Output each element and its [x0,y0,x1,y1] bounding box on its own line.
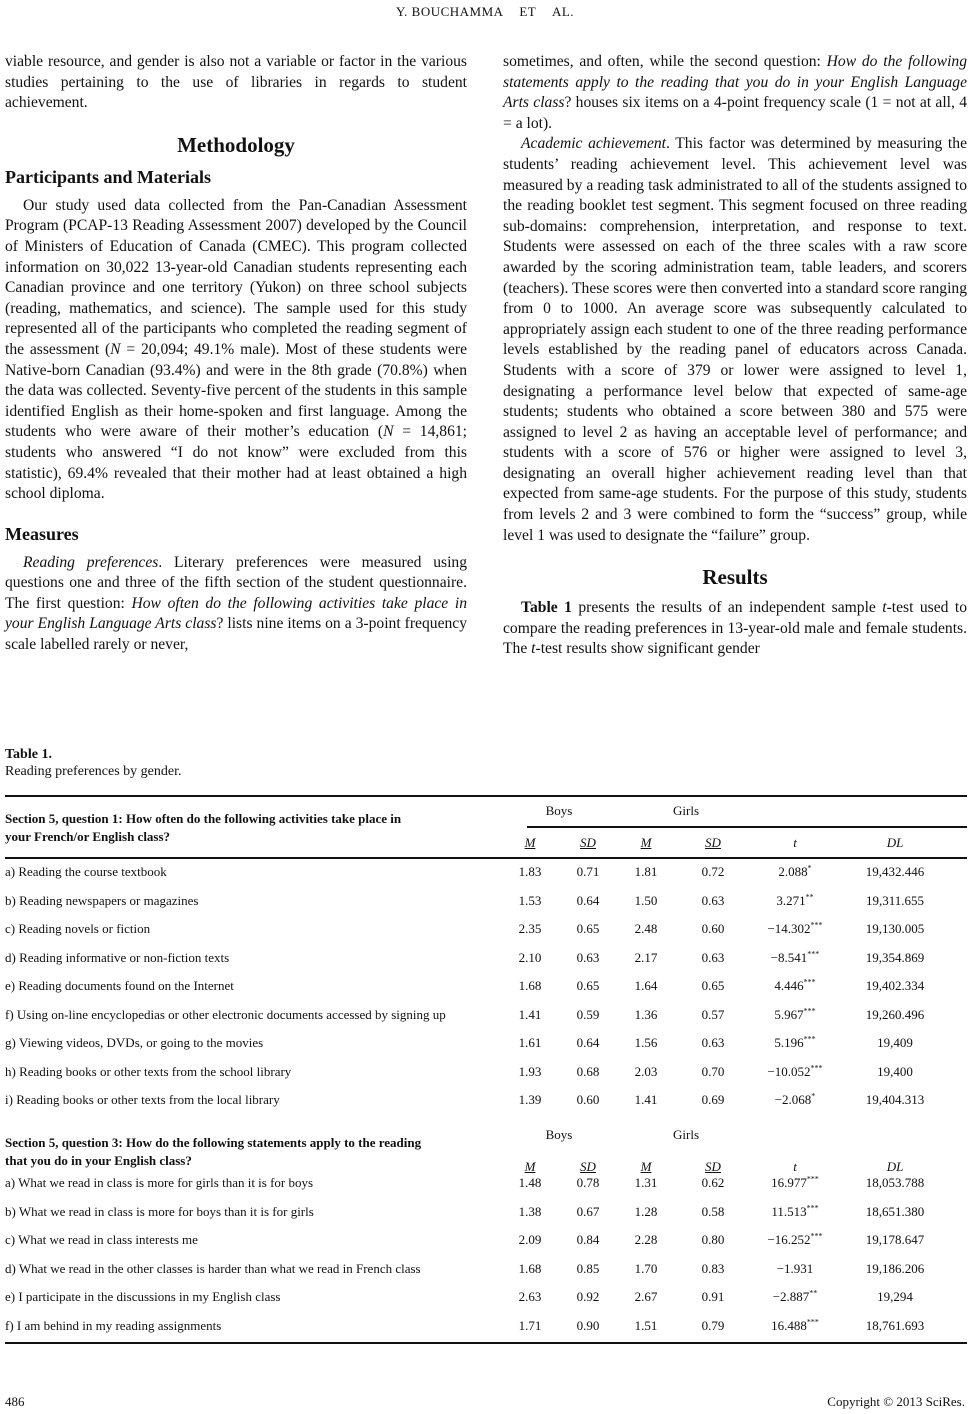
t-value [750,1316,840,1336]
boys-mean: 2.10 [518,949,542,965]
table-caption-text: Reading preferences by gender. [5,764,182,779]
t-value-number: −2.887 [772,1289,810,1304]
dl-value: 19,260.496 [865,1006,925,1022]
t-value [750,891,840,911]
girls-sd: 0.62 [701,1175,725,1190]
dl-value: 19,402.334 [865,978,925,993]
boys-sd: 0.78 [576,1175,600,1190]
t-value [750,1287,840,1307]
dl-value: 19,311.655 [865,892,925,908]
table-row [5,1287,967,1307]
column-header-m [616,835,676,851]
table-rule [5,857,967,859]
table-row [5,1173,967,1193]
boys-mean: 1.68 [518,1260,542,1276]
column-header-text: SD [705,1159,721,1174]
significance-marker: ** [809,1288,818,1298]
girls-mean: 1.56 [634,1035,658,1050]
dl-value: 18,761.693 [865,1317,925,1333]
section-title-line: your French/or English class? [5,829,171,844]
boys-sd: 0.64 [576,1035,600,1050]
t-value-number: −14.302 [767,921,811,936]
table-row [5,1202,967,1222]
row-label: d) What we read in the other classes is harder than what we read in French class [5,1260,421,1276]
t-value [750,1090,840,1110]
t-value-number: 2.088 [778,864,808,879]
participants-paragraph: Our study used data collected from the Pan-Canadian Assessment Program (PCAP-13 Reading Assessment 2007) developed by the Council of Ministers of Education of Canada (CMEC). This program collected information on 30,022 13-year-old Canadian students representing each Canadian province and one territory (Yukon) on three school subjects (reading, mathematics, and science). The sample used for this study represented all of the participants who completed the reading segment of the assessment (N = 20,094; 49.1% male). Most of these students were Native-born Canadian (93.4%) and were in the 8th grade (70.8%) when the data was collected. Seventy-five percent of the students in this sample identified English as their home-spoken and first language. Among the students who were aware of their mother’s education (N = 14,861; students who answered “I do not know” were excluded from this statistic), 69.4% revealed that their mother had at least obtained a high school diploma. [5,196,467,503]
girls-mean: 1.28 [634,1203,658,1219]
t-value [750,948,840,968]
column-header-text: SD [580,1159,596,1174]
row-label: e) I participate in the discussions in my English class [5,1289,281,1304]
boys-mean: 2.09 [518,1232,542,1247]
boys-mean: 1.39 [518,1092,542,1107]
table-row [5,1230,967,1250]
row-label: e) Reading documents found on the Internet [5,978,234,993]
girls-mean: 1.41 [634,1092,658,1107]
table-label: Table 1. [5,747,52,762]
girls-mean: 1.50 [634,892,658,908]
group-header-girls: Girls [673,1127,699,1142]
t-value-number: −10.052 [767,1063,811,1079]
boys-mean: 1.53 [518,892,542,908]
row-label: d) Reading informative or non-fiction texts [5,949,230,965]
girls-sd: 0.57 [701,1006,725,1022]
section-title-line: Section 5, question 1: How often do the following activities take place in [5,811,402,826]
girls-mean: 1.81 [634,864,658,879]
dl-value: 19,354.869 [865,949,925,965]
table-row [5,976,967,996]
boys-mean: 1.41 [518,1006,542,1022]
boys-sd: 0.65 [576,978,600,993]
boys-sd: 0.71 [576,864,600,879]
column-header-t [765,835,825,851]
girls-mean: 1.64 [634,978,658,993]
table-rule [527,826,967,828]
t-value [750,976,840,996]
significance-marker: *** [810,920,823,930]
dl-value: 19,432.446 [865,864,925,879]
column-header-text: M [640,835,652,850]
girls-sd: 0.91 [701,1289,725,1304]
row-label: c) What we read in class interests me [5,1232,198,1247]
running-head-et: ET [519,4,537,19]
running-head [0,4,970,20]
t-value [750,1062,840,1082]
table-row [5,1062,967,1082]
dl-value: 19,294 [877,1289,913,1304]
boys-mean: 2.63 [518,1289,542,1304]
column-header-text: M [640,1159,652,1174]
significance-marker: *** [803,1034,816,1044]
boys-mean: 1.48 [518,1175,542,1190]
t-value-number: 16.977 [771,1175,807,1190]
boys-mean: 1.71 [518,1317,542,1333]
t-value [750,1259,840,1279]
table-row [5,1259,967,1279]
t-value-number: 11.513 [771,1203,807,1219]
row-label: a) Reading the course textbook [5,864,167,879]
column-header-sd [558,835,618,851]
dl-value: 19,400 [877,1063,913,1079]
boys-sd: 0.84 [576,1232,600,1247]
t-value-number: 5.967 [774,1006,804,1022]
running-head-al: AL. [551,4,575,19]
group-header-boys: Boys [545,1127,573,1142]
column-header-m [500,835,560,851]
boys-mean: 1.38 [518,1203,542,1219]
significance-marker: *** [810,1231,823,1241]
column-header-dl [865,835,925,851]
girls-mean: 1.51 [634,1317,658,1333]
girls-mean: 2.67 [634,1289,658,1304]
t-value-number: −2.068 [774,1092,812,1107]
measures-continued-paragraph: sometimes, and often, while the second question: How do the following statements apply to the reading that you do in your English Language Arts class? houses six items on a 4-point frequency scale (1 = not at all, 4 = a lot). [503,53,968,132]
t-value-number: 4.446 [774,978,804,993]
boys-mean: 1.83 [518,864,542,879]
boys-sd: 0.65 [576,921,600,936]
t-value [750,1230,840,1250]
significance-marker: ** [805,892,814,902]
table-row [5,1033,967,1053]
row-label: b) What we read in class is more for boys than it is for girls [5,1203,314,1219]
row-label: b) Reading newspapers or magazines [5,892,199,908]
section-1-title [5,810,505,846]
boys-mean: 1.68 [518,978,542,993]
boys-mean: 2.35 [518,921,542,936]
boys-sd: 0.60 [576,1092,600,1107]
participants-heading: Participants and Materials [5,166,211,187]
table-row [5,948,967,968]
left-column [5,52,467,656]
boys-sd: 0.64 [576,892,600,908]
t-value-number: 3.271 [776,892,806,908]
significance-marker: * [807,863,812,873]
significance-marker: *** [803,1006,816,1016]
girls-sd: 0.63 [701,949,725,965]
girls-sd: 0.63 [701,892,725,908]
girls-sd: 0.63 [701,1035,725,1050]
table-row [5,919,967,939]
boys-sd: 0.67 [576,1203,600,1219]
intro-paragraph: viable resource, and gender is also not a variable or factor in the various studies pertaining to the use of libraries in regards to student achievement. [5,53,467,112]
column-header-text: M [524,835,536,850]
column-header-text: SD [580,835,596,850]
row-label: f) I am behind in my reading assignments [5,1317,222,1333]
significance-marker: * [811,1091,816,1101]
significance-marker: *** [807,949,820,959]
table-rule [5,795,967,797]
right-column [503,52,967,660]
row-label: c) Reading novels or fiction [5,921,151,936]
table-row [5,891,967,911]
t-value [750,919,840,939]
page-number: 486 [5,1394,25,1409]
dl-value: 19,178.647 [865,1232,925,1247]
girls-mean: 2.48 [634,921,658,936]
boys-sd: 0.85 [576,1260,600,1276]
boys-mean: 1.61 [518,1035,542,1050]
table-row [5,862,967,882]
girls-sd: 0.65 [701,978,725,993]
results-heading: Results [702,565,768,590]
girls-mean: 1.70 [634,1260,658,1276]
row-label: g) Viewing videos, DVDs, or going to the movies [5,1035,264,1050]
boys-sd: 0.92 [576,1289,600,1304]
dl-value: 19,186.206 [865,1260,925,1276]
measures-paragraph: Reading preferences. Literary preferences were measured using questions one and three of the fifth section of the student questionnaire. The first question: How often do the following activities take place in your English Language Arts class? lists nine items on a 3-point frequency scale labelled rarely or never, [5,553,468,654]
girls-sd: 0.69 [701,1092,725,1107]
girls-sd: 0.70 [701,1063,725,1079]
t-value-number: −1.931 [776,1260,814,1276]
table-caption [5,746,181,780]
girls-mean: 2.17 [634,949,658,965]
section-title-line: that you do in your English class? [5,1153,192,1168]
t-value-number: 5.196 [774,1035,804,1050]
girls-mean: 2.03 [634,1063,658,1079]
column-header-sd [683,835,743,851]
significance-marker: *** [806,1317,819,1327]
t-value [750,1005,840,1025]
girls-sd: 0.72 [701,864,725,879]
dl-value: 19,404.313 [865,1092,925,1107]
boys-sd: 0.63 [576,949,600,965]
dl-value: 18,651.380 [865,1203,925,1219]
t-value-number: −8.541 [770,949,808,965]
girls-mean: 1.36 [634,1006,658,1022]
measures-heading: Measures [5,523,79,544]
t-value [750,1202,840,1222]
dl-value: 18,053.788 [865,1175,925,1190]
group-header-girls: Girls [673,803,699,818]
section-2-title [5,1134,505,1170]
results-paragraph: Table 1 presents the results of an independent sample t-test used to compare the reading preferences in 13-year-old male and female students. The t-test results show significant gender [503,599,968,658]
column-header-text: DL [886,835,904,850]
t-value [750,1033,840,1053]
significance-marker: *** [806,1174,819,1184]
group-header-boys: Boys [545,803,573,818]
column-header-text: t [793,1159,797,1174]
table-rule [5,1342,967,1344]
t-value-number: −16.252 [767,1232,811,1247]
girls-sd: 0.79 [701,1317,725,1333]
section-title-line: Section 5, question 3: How do the following statements apply to the reading [5,1135,422,1150]
boys-sd: 0.68 [576,1063,600,1079]
table-row [5,1316,967,1336]
girls-mean: 2.28 [634,1232,658,1247]
methodology-heading: Methodology [177,132,295,157]
table-row [5,1005,967,1025]
girls-sd: 0.83 [701,1260,725,1276]
row-label: f) Using on-line encyclopedias or other electronic documents accessed by signing up [5,1006,446,1022]
boys-sd: 0.90 [576,1317,600,1333]
significance-marker: *** [806,1203,819,1213]
girls-mean: 1.31 [634,1175,658,1190]
copyright: Copyright © 2013 SciRes. [827,1394,965,1409]
row-label: h) Reading books or other texts from the school library [5,1063,292,1079]
achievement-paragraph: Academic achievement. This factor was determined by measuring the students’ reading achievement level. This achievement level was measured by a reading task administrated to all of the students assigned to the reading booklet test segment. This segment focused on three reading sub-domains: comprehension, interpretation, and response to text. Students were assessed on each of the three scales with a raw score awarded by the scoring administration team, table leaders, and scorers (teachers). These scores were then converted into a standard score ranging from 0 to 1000. An average score was subsequently calculated to appropriately assign each student to one of the three reading performance levels established by the reading panel of educators across Canada. Students with a score of 379 or lower were assigned to level 1, designating a performance level below that expected of same-age students; students who obtained a score between 380 and 575 were assigned to level 2 as having an acceptable level of performance; and students with a score of 576 or higher were assigned to level 3, designating an overall higher achievement reading level than that expected from same-age students. For the purpose of this study, students from levels 2 and 3 were combined to form the “success” group, while level 1 was used to designate the “failure” group. [503,135,967,544]
t-value [750,862,840,882]
t-value [750,1173,840,1193]
column-header-text: SD [705,835,721,850]
significance-marker: *** [810,1063,823,1073]
girls-sd: 0.60 [701,921,725,936]
column-header-text: t [793,835,797,850]
girls-sd: 0.58 [701,1203,725,1219]
dl-value: 19,130.005 [865,921,925,936]
boys-sd: 0.59 [576,1006,600,1022]
boys-mean: 1.93 [518,1063,542,1079]
column-header-text: M [524,1159,536,1174]
row-label: i) Reading books or other texts from the local library [5,1092,280,1107]
row-label: a) What we read in class is more for girls than it is for boys [5,1175,314,1190]
t-value-number: 16.488 [771,1317,807,1333]
girls-sd: 0.80 [701,1232,725,1247]
significance-marker: *** [803,977,816,987]
table-row [5,1090,967,1110]
column-header-text: DL [886,1159,904,1174]
running-head-author: Y. BOUCHAMMA [395,4,504,19]
dl-value: 19,409 [877,1035,913,1050]
